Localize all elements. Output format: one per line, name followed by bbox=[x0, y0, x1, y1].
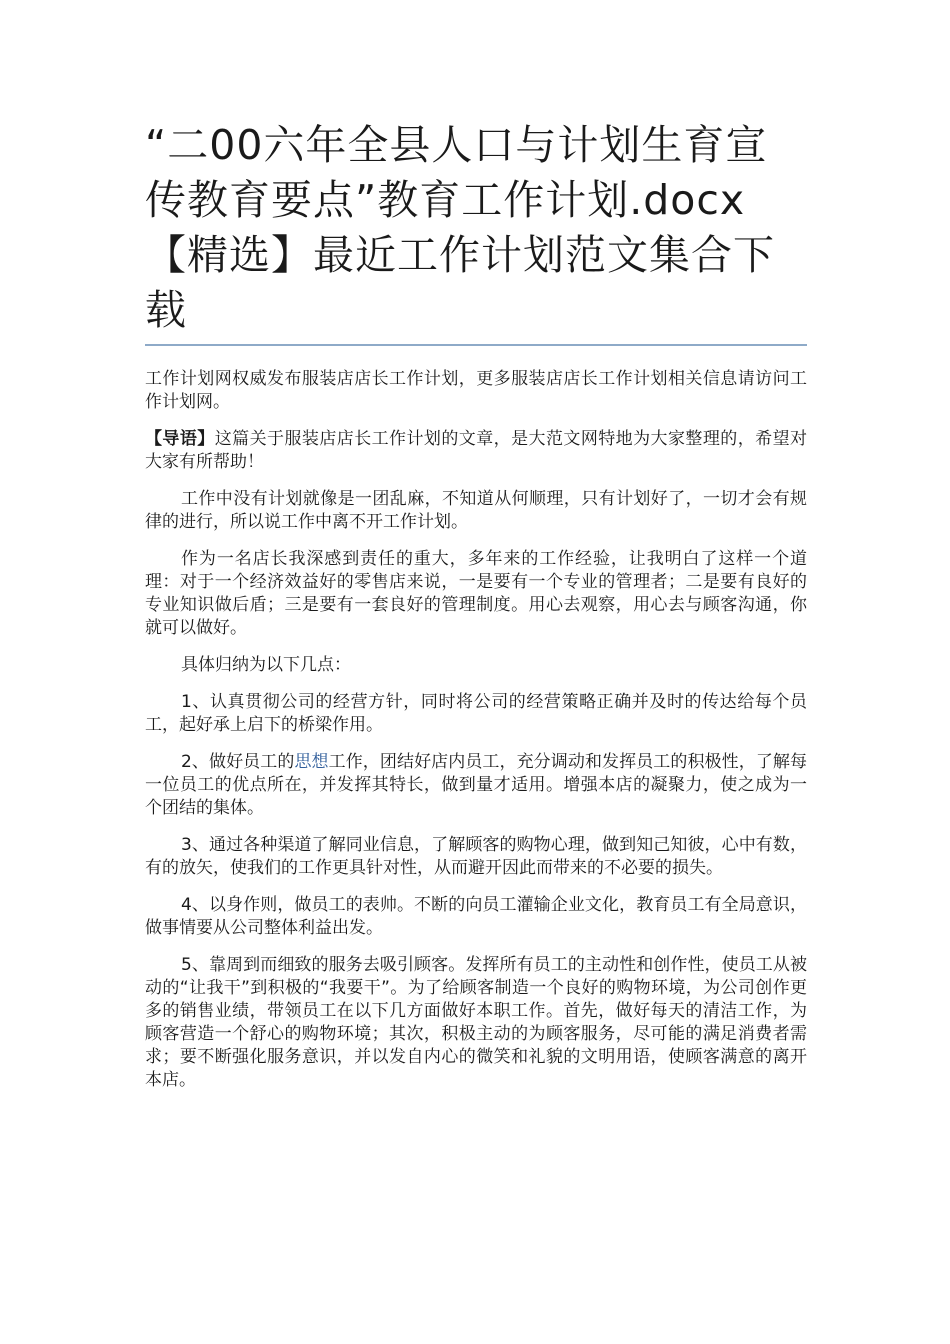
document-title: “二00六年全县人口与计划生育宣传教育要点”教育工作计划.docx【精选】最近工作计划范文集合下载 bbox=[145, 121, 775, 334]
lead-paragraph bbox=[145, 428, 807, 474]
body-paragraph: 工作中没有计划就像是一团乱麻，不知道从何顺理，只有计划好了，一切才会有规律的进行，所以说工作中离不开工作计划。 bbox=[145, 489, 807, 532]
list-item-3: 3、通过各种渠道了解同业信息，了解顾客的购物心理，做到知己知彼，心中有数，有的放矢，使我们的工作更具针对性，从而避开因此而带来的不必要的损失。 bbox=[145, 835, 807, 878]
list-item-1: 1、认真贯彻公司的经营方针，同时将公司的经营策略正确并及时的传达给每个员工，起好承上启下的桥梁作用。 bbox=[145, 692, 807, 735]
item2-text-before: 2、做好员工的 bbox=[181, 752, 295, 772]
item2-text-after: 工作，团结好店内员工，充分调动和发挥员工的积极性，了解每一位员工的优点所在，并发挥其特长，做到量才适用。增强本店的凝聚力，使之成为一个团结的集体。 bbox=[145, 752, 808, 818]
intro-paragraph: 工作计划网权威发布服装店店长工作计划，更多服装店店长工作计划相关信息请访问工作计划网。 bbox=[145, 369, 807, 412]
body-paragraph: 具体归纳为以下几点： bbox=[181, 655, 351, 675]
title-divider bbox=[145, 344, 807, 346]
body-paragraph: 作为一名店长我深感到责任的重大，多年来的工作经验，让我明白了这样一个道理：对于一个经济效益好的零售店来说，一是要有一个专业的管理者；二是要有良好的专业知识做后盾；三是要有一套良好的管理制度。用心去观察，用心去与顾客沟通，你就可以做好。 bbox=[145, 549, 807, 638]
list-item-4: 4、以身作则，做员工的表帅。不断的向员工灌输企业文化，教育员工有全局意识，做事情要从公司整体利益出发。 bbox=[145, 895, 807, 938]
document-page bbox=[145, 118, 807, 1106]
list-item-2 bbox=[145, 751, 807, 820]
list-item-5: 5、靠周到而细致的服务去吸引顾客。发挥所有员工的主动性和创作性，使员工从被动的“让我干”到积极的“我要干”。为了给顾客制造一个良好的购物环境，为公司创作更多的销售业绩，带领员工在以下几方面做好本职工作。首先，做好每天的清洁工作，为顾客营造一个舒心的购物环境；其次，积极主动的为顾客服务，尽可能的满足消费者需求；要不断强化服务意识，并以发自内心的微笑和礼貌的文明用语，使顾客满意的离开本店。 bbox=[145, 955, 807, 1090]
lead-text: 这篇关于服装店店长工作计划的文章，是大范文网特地为大家整理的，希望对大家有所帮助！ bbox=[145, 429, 808, 472]
thought-link[interactable]: 思想 bbox=[294, 752, 329, 772]
lead-tag: 【导语】 bbox=[145, 429, 215, 449]
